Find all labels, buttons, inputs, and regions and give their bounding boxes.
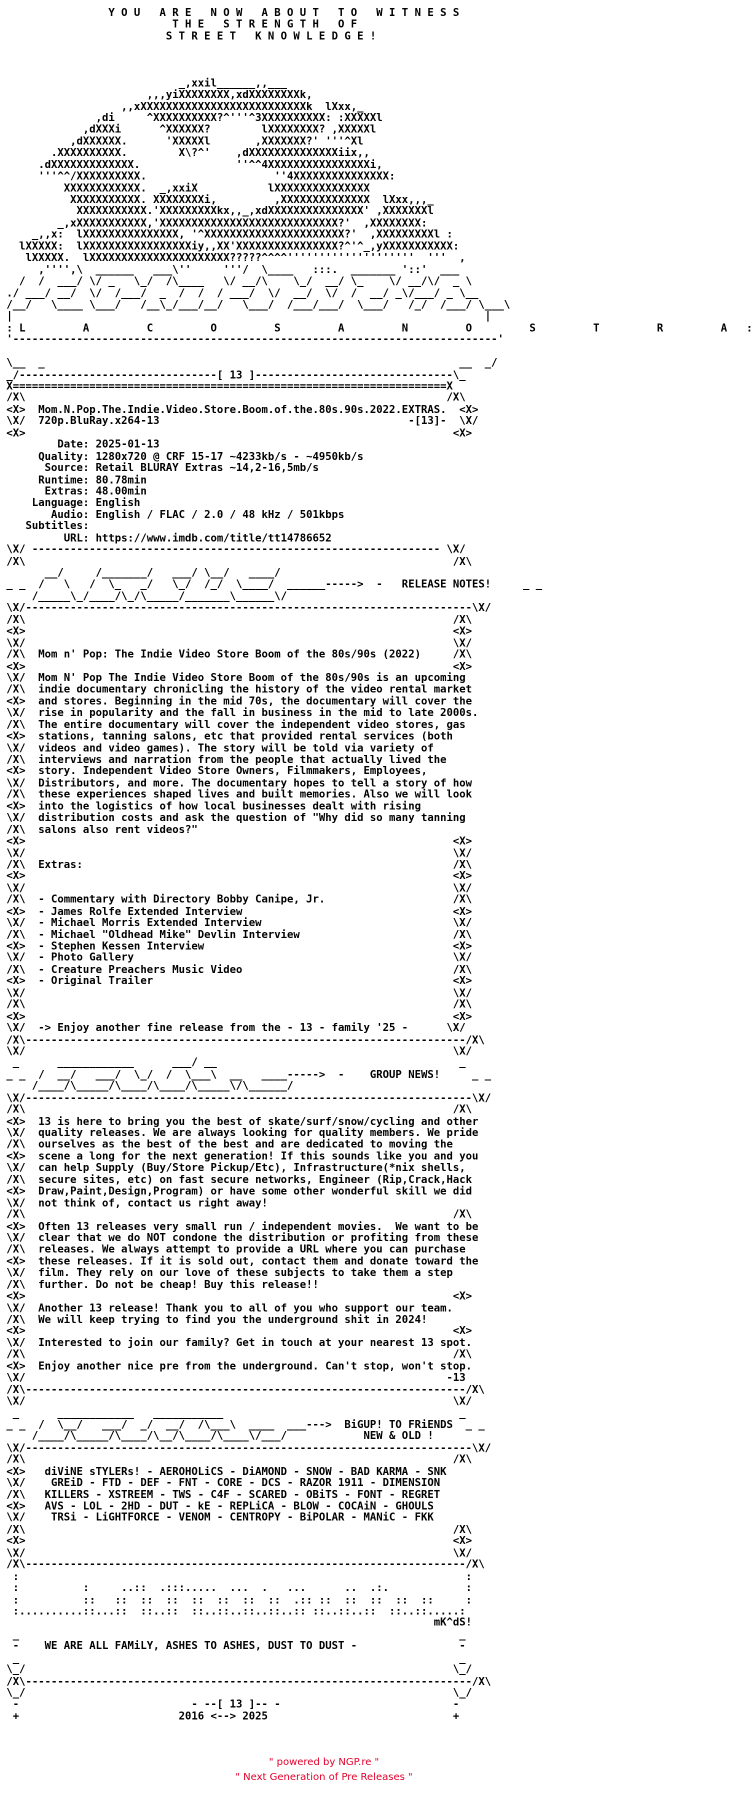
nfo-line: /X\ /X\ [0, 1208, 472, 1221]
nfo-line: <X> <X> [0, 1010, 472, 1023]
nfo-line: Extras: 48.00min [0, 485, 147, 498]
nfo-line: <X> Mom.N.Pop.The.Indie.Video.Store.Boom.of.the.80s.90s.2022.EXTRAS. <X> [0, 403, 479, 416]
nfo-line: \X/ quality releases. We are always looking for quality members. We pride [0, 1126, 479, 1140]
nfo-line: .XXXXXXXXXX. X\?^' ,dXXXXXXXXXXXXXXiix,, [0, 146, 370, 160]
nfo-line: S T R E E T K N O W L E D G E ! [0, 30, 377, 43]
nfo-line: \X/----------------------------------------------------------------------\X/ [0, 1441, 492, 1455]
nfo-line: \X/ 720p.BluRay.x264-13 -[13]- \X/ [0, 415, 479, 428]
nfo-line: \X/ - Michael Morris Extended Interview \X/ [0, 916, 472, 930]
nfo-line: <X> stations, tanning salons, etc that provided rental services (both [0, 730, 453, 743]
nfo-line: <X> Often 13 releases very small run / independent movies. We want to be [0, 1220, 479, 1233]
nfo-line: \X/ rise in popularity and the fall in business in the mid to late 2000s. [0, 706, 479, 720]
nfo-line: \X/ - Photo Gallery \X/ [0, 951, 472, 965]
nfo-line: : : [0, 1570, 472, 1583]
nfo-line: \X/ -> Enjoy another fine release from the - 13 - family '25 - \X/ [0, 1021, 466, 1035]
nfo-line: /X\ We will keep trying to find you the underground shit in 2024! [0, 1313, 428, 1326]
nfo-line: \X/ -13 [0, 1371, 466, 1385]
nfo-line: T H E S T R E N G T H O F [0, 18, 358, 31]
nfo-line: /X\ /X\ [0, 1453, 472, 1466]
nfo-line: <X> diViNE sTYLERs! - AEROHOLiCS - DiAMOND - SNOW - BAD KARMA - SNK [0, 1465, 447, 1478]
nfo-line: \X/ TRSi - LiGHTFORCE - VENOM - CENTROPY - BiPOLAR - MANiC - FKK [0, 1511, 434, 1525]
nfo-line: \X/ Another 13 release! Thank you to all of you who support our team. [0, 1301, 453, 1315]
nfo-line: - WE ARE ALL FAMiLY, ASHES TO ASHES, DUST TO DUST - - [0, 1640, 466, 1653]
nfo-line: <X> - Stephen Kessen Interview <X> [0, 940, 472, 953]
nfo-line: lXXXXX: lXXXXXXXXXXXXXXXXXiy,,XX'XXXXXXXXXXXXXXXX?^'^_,yXXXXXXXXXXX: [0, 240, 460, 253]
footer-powered-by: " powered by NGP.re " [268, 1757, 380, 1768]
nfo-line: \X/----------------------------------------------------------------------\X/ [0, 1091, 492, 1105]
nfo-line: <X> <X> [0, 660, 472, 673]
nfo-line: <X> scene a long for the next generation! If this sounds like you and you [0, 1150, 479, 1163]
nfo-line: /X\---------------------------------------------------------------------/X\ [0, 1033, 485, 1046]
nfo-line: <X> these releases. If it is sold out, contact them and donate toward the [0, 1255, 479, 1268]
nfo-line: <X> <X> [0, 870, 472, 883]
nfo-line: <X> <X> [0, 835, 472, 848]
nfo-line: /X\ The entire documentary will cover the independent video stores, gas [0, 718, 466, 731]
nfo-line: ,'''',\ ______ ___\'' '''/ \____ :::. _______ '::' ___ [0, 263, 460, 276]
nfo-line: ,dXXXi ^XXXXXX? lXXXXXXXX? ,XXXXXl [0, 123, 377, 136]
nfo-line: <X> - James Rolfe Extended Interview <X> [0, 905, 472, 918]
nfo-line: : L A C O S A N O S T R A : [0, 321, 753, 335]
nfo-line: / / ___/ \/ _ \_/ /\____ \/ __/\ \_/ __/ \_ \/ __/\/ _ \ [0, 275, 472, 288]
nfo-line: \X/ not think of, contact us right away! [0, 1196, 268, 1210]
nfo-line: \X/ Mom N' Pop The Indie Video Store Boom of the 80s/90s is an upcoming [0, 671, 466, 685]
nfo-line: <X> into the logistics of how local businesses dealt with rising [0, 800, 421, 813]
nfo-line: Language: English [0, 496, 141, 510]
nfo-line: /_____\_/____/\_/\_____/_______\______\/ [0, 590, 288, 603]
nfo-line: /X\ releases. We always attempt to provide a URL where you can purchase [0, 1243, 466, 1256]
nfo-line: XXXXXXXXXXX.'XXXXXXXXXkx,,_,xdXXXXXXXXXXXXXXX' ,XXXXXXXl [0, 205, 434, 218]
nfo-line: _,,x: lXXXXXXXXXXXXXXX, '^XXXXXXXXXXXXXXXXXXXXXX?' ,XXXXXXXXXl : [0, 228, 453, 241]
nfo-line: /____/\_____/\____/\____/\_____\/\______/ [0, 1080, 294, 1093]
nfo-line: : : ..:: .:::..... ... . ... .. .:. : [0, 1581, 472, 1595]
nfo-line: _ _ [0, 1628, 466, 1641]
nfo-line: \X/ \X/ [0, 636, 472, 650]
nfo-line: __/ /_______/ ___/ \__/ ____/ [0, 566, 281, 580]
nfo-text [0, 6, 753, 1723]
nfo-line: XXXXXXXXXXXX. _,xxiX lXXXXXXXXXXXXXXX [0, 181, 370, 195]
nfo-line: \_/ \_/ [0, 1686, 472, 1700]
nfo-line: \X/ \X/ [0, 986, 472, 1000]
nfo-line: _ ____________ ___/ __ _ [0, 1056, 466, 1070]
nfo-line: /X\ /X\ [0, 1103, 472, 1116]
nfo-line: mK^dS! [0, 1616, 472, 1630]
nfo-line: XXXXXXXXXXX. XXXXXXXXi, ,XXXXXXXXXXXXXX lXxx,,,_ [0, 193, 434, 206]
nfo-line: /X\ /X\ [0, 391, 466, 405]
nfo-line: :..........::...:: ::..:: ::..::..::..::..:: ::..::..:: ::..::.....: [0, 1605, 466, 1618]
nfo-line: /X\ ourselves as the best of the best and are dedicated to moving the [0, 1138, 453, 1151]
nfo-line: ,,,yiXXXXXXXX,xdXXXXXXXXk, [0, 88, 313, 101]
nfo-line: Date: 2025-01-13 [0, 438, 160, 451]
nfo-line: \X/ distribution costs and ask the question of "Why did so many tanning [0, 811, 466, 825]
nfo-line: <X> <X> [0, 1290, 472, 1303]
nfo-line: _ _ / __/ ___/ \_/ / \___\ __ ____-----> - GROUP NEWS! _ _ [0, 1068, 492, 1081]
nfo-line: \X/ ---------------------------------------------------------------- \X/ [0, 543, 466, 556]
nfo-line: _,xXXXXXXXXXXX,'XXXXXXXXXXXXXXXXXXXXXXXXXXXX?' ,XXXXXXXX: [0, 216, 428, 230]
nfo-line: <X> - Original Trailer <X> [0, 975, 472, 988]
nfo-line: _,xxil______,,___ [0, 76, 288, 90]
nfo-line: /X\ KILLERS - XSTREEM - TWS - C4F - SCARED - OBiTS - FONT - REGRET [0, 1488, 441, 1501]
nfo-line: .dXXXXXXXXXXXXX. ''^^4XXXXXXXXXXXXXXXXi, [0, 158, 383, 171]
nfo-line: /X\ /X\ [0, 613, 472, 626]
nfo-line: /X\ /X\ [0, 555, 472, 568]
nfo-line: _ _ / \ / \_ _/ \_/ /_/ \____/ ______-----> - RELEASE NOTES! _ _ [0, 578, 543, 591]
nfo-line: /X\ secure sites, etc) on fast secure networks, Engineer (Rip,Crack,Hack [0, 1173, 472, 1186]
nfo-line: \X/ \X/ [0, 1045, 472, 1058]
nfo-line: /X\ indie documentary chronicling the history of the video rental market [0, 683, 472, 696]
footer [0, 1755, 648, 1785]
nfo-line: \X/ Distributors, and more. The documentary hopes to tell a story of how [0, 776, 472, 790]
nfo-line: /X\ - Creature Preachers Music Video /X\ [0, 963, 472, 976]
nfo-line: \__ _ __ _/ [0, 356, 498, 370]
nfo-line: <X> and stores. Beginning in the mid 70s, the documentary will cover the [0, 695, 472, 708]
nfo-line: \_/ \_/ [0, 1663, 472, 1676]
nfo-line: \X/ GREiD - FTD - DEF - FNT - CORE - DCS - RAZOR 1911 - DIMENSION [0, 1476, 441, 1490]
nfo-line: <X> <X> [0, 625, 472, 638]
nfo-line: <X> <X> [0, 1535, 472, 1548]
nfo-line: Subtitles: [0, 520, 90, 533]
nfo-line: /X\----------------------------------------------------------------------/X\ [0, 1675, 492, 1688]
nfo-line: _ _ [0, 1651, 466, 1665]
nfo-line: ,di ^XXXXXXXXXX?^'''^3XXXXXXXXXX: :XXXXXl [0, 111, 383, 125]
nfo-line: /X\ further. Do not be cheap! Buy this release!! [0, 1278, 319, 1291]
nfo-line: /X\ Extras: /X\ [0, 858, 472, 871]
nfo-line: \X/ clear that we do NOT condone the distribution or profiting from these [0, 1231, 479, 1245]
nfo-line: \X/ \X/ [0, 1546, 472, 1560]
nfo-line: '----------------------------------------------------------------------------' [0, 333, 504, 346]
nfo-line: <X> Draw,Paint,Design,Program) or have some other wonderful skill we did [0, 1185, 472, 1198]
nfo-line: \X/ \X/ [0, 846, 472, 860]
nfo-line: /X\ salons also rent videos?" [0, 823, 198, 836]
nfo-line: \X/ \X/ [0, 881, 472, 895]
nfo-line: /X\ /X\ [0, 998, 472, 1011]
nfo-line: <X> <X> [0, 1325, 472, 1338]
nfo-line: _/-------------------------------[ 13 ]-------------------------------\_ [0, 368, 466, 381]
nfo-line: /X\ /X\ [0, 1523, 472, 1536]
nfo-line: \X/ videos and video games). The story will be told via variety of [0, 741, 434, 755]
nfo-line: \X/ film. They rely on our love of these subjects to take them a step [0, 1266, 453, 1280]
nfo-line: _ ____________ ___________ _ [0, 1406, 466, 1420]
nfo-line: Quality: 1280x720 @ CRF 15-17 ~4233kb/s - ~4950kb/s [0, 450, 364, 463]
nfo-line: ,,xXXXXXXXXXXXXXXXXXXXXXXXXXXk lXxx,_ [0, 100, 364, 113]
nfo-line: X====================================================================X [0, 380, 453, 393]
nfo-line: <X> Enjoy another nice pre from the underground. Can't stop, won't stop. [0, 1360, 472, 1373]
nfo-line: Audio: English / FLAC / 2.0 / 48 kHz / 501kbps [0, 508, 345, 521]
nfo-line: <X> AVS - LOL - 2HD - DUT - kE - REPLiCA - BLOW - COCAiN - GHOULS [0, 1500, 434, 1513]
nfo-line: | | [0, 310, 492, 323]
nfo-line: \X/ can help Supply (Buy/Store Pickup/Etc), Infrastructure(*nix shells, [0, 1161, 466, 1175]
nfo-line: /X\ - Commentary with Directory Bobby Canipe, Jr. /X\ [0, 893, 472, 906]
nfo-line: lXXXXX. lXXXXXXXXXXXXXXXXXXXXXX?????^^^^'''''''''''''''''''' ''' , [0, 251, 466, 265]
nfo-line: /X\---------------------------------------------------------------------/X\ [0, 1383, 485, 1396]
nfo-line: /____/\_____/\____/\__/\____/\____\/___/ NEW & OLD ! [0, 1430, 434, 1443]
nfo-line: Y O U A R E N O W A B O U T T O W I T N E S S [0, 6, 460, 20]
nfo-line: + 2016 <--> 2025 + [0, 1710, 460, 1723]
nfo-line: '''^^/XXXXXXXXXX. ''4XXXXXXXXXXXXXXX: [0, 170, 396, 183]
nfo-line: : :: :: :: :: :: :: :: :: .:: :: :: :: :: :: : [0, 1593, 472, 1606]
nfo-line: _ _ / \__/ ___/ _/ __/ /\___\ ____ ___---> BiGUP! TO FRiENDS _ _ [0, 1418, 485, 1431]
nfo-line: ./ ___/ __/ \/ /___/ _ / / / ___/ \/ __/ \/ / __/ _\/___/ _ \__ [0, 286, 479, 300]
nfo-line: /X\ /X\ [0, 1348, 472, 1361]
nfo-line: /X\---------------------------------------------------------------------/X\ [0, 1558, 485, 1571]
nfo-line: Runtime: 80.78min [0, 473, 147, 486]
nfo-line: <X> 13 is here to bring you the best of skate/surf/snow/cycling and other [0, 1115, 479, 1128]
nfo-line: /X\ Mom n' Pop: The Indie Video Store Boom of the 80s/90s (2022) /X\ [0, 648, 472, 661]
nfo-line: /__/ \____ \___/ /__\_/___/__/ \___/ /___/___/ \___/ /_/ /___/ \___\ [0, 298, 511, 311]
nfo-line: \X/----------------------------------------------------------------------\X/ [0, 601, 492, 615]
nfo-line: /X\ these experiences shaped lives and built memories. Also we will look [0, 788, 472, 801]
nfo-line: \X/ \X/ [0, 1395, 472, 1408]
nfo-line: Source: Retail BLURAY Extras ~14,2-16,5mb/s [0, 461, 319, 475]
nfo-line: - - --[ 13 ]-- - - [0, 1698, 460, 1711]
nfo-line: ,dXXXXXX. 'XXXXXl ,XXXXXXX?' '''^Xl [0, 135, 364, 148]
nfo-line: <X> story. Independent Video Store Owners, Filmmakers, Employees, [0, 765, 428, 778]
nfo-line: URL: https://www.imdb.com/title/tt14786652 [0, 531, 332, 545]
nfo-line: \X/ Interested to join our family? Get in touch at your nearest 13 spot. [0, 1336, 472, 1350]
footer-tagline: " Next Generation of Pre Releases " [235, 1772, 413, 1783]
nfo-line: /X\ - Michael "Oldhead Mike" Devlin Interview /X\ [0, 928, 472, 941]
nfo-line: <X> <X> [0, 426, 472, 440]
nfo-line: /X\ interviews and narration from the people that actually lived the [0, 753, 447, 766]
